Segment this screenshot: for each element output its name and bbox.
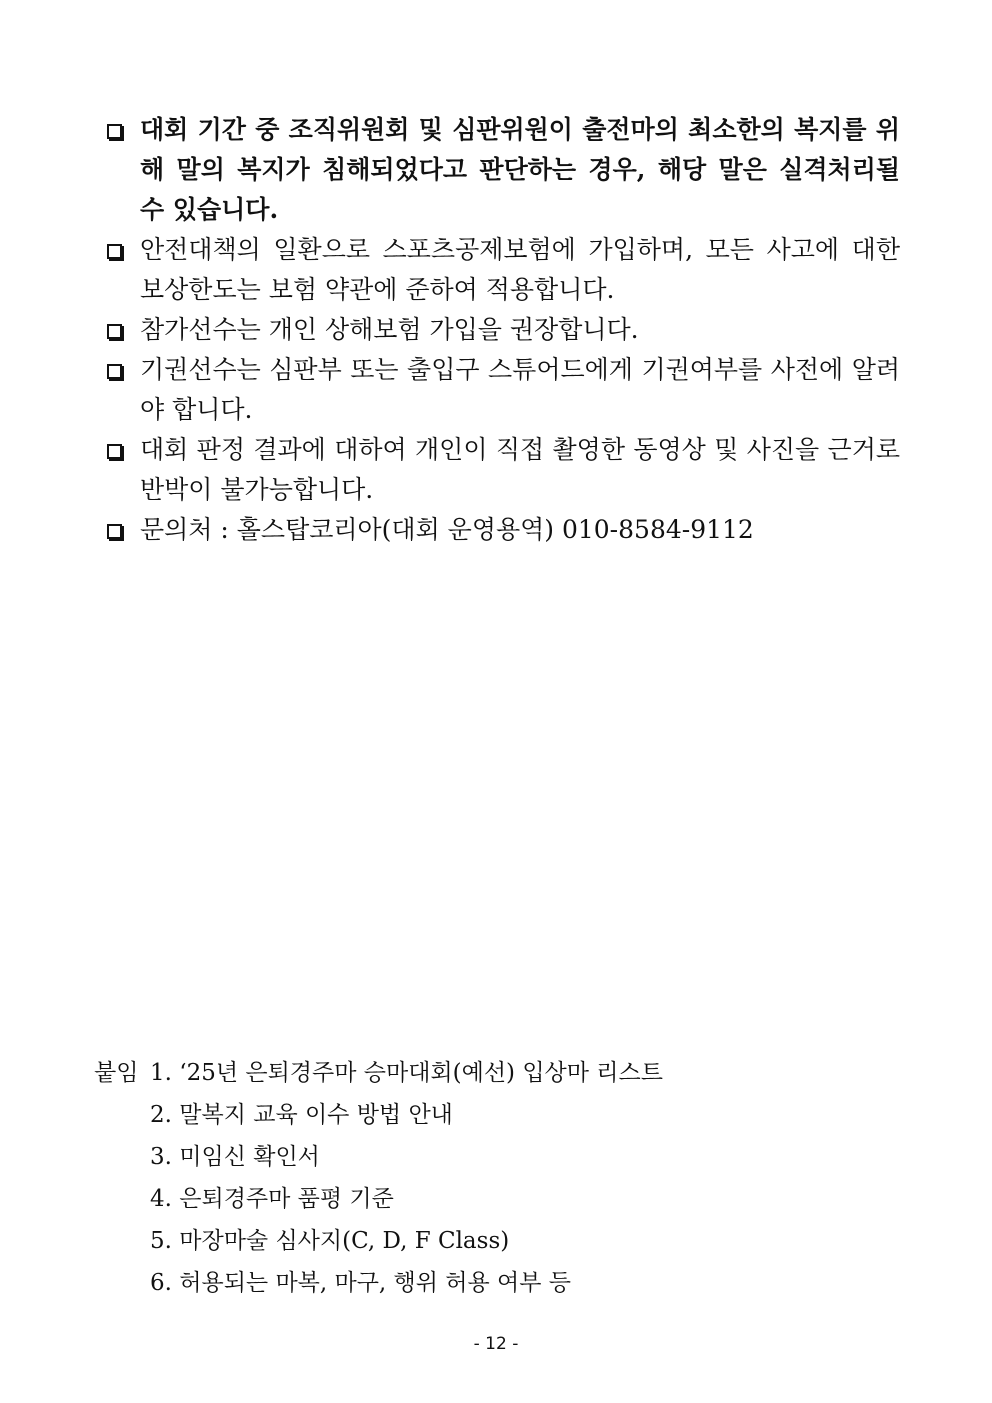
attachment-row xyxy=(94,1220,663,1262)
attachment-item: 5. 마장마술 심사지(C, D, F Class) xyxy=(150,1228,510,1254)
attachment-row xyxy=(94,1178,663,1220)
checkbox-bullet-icon xyxy=(107,364,122,379)
notice-list xyxy=(104,110,900,550)
page-number: - 12 - xyxy=(473,1334,519,1354)
notice-item xyxy=(104,350,900,430)
checkbox-bullet-icon xyxy=(107,244,122,259)
attachment-list xyxy=(94,1052,663,1304)
checkbox-bullet-icon xyxy=(107,124,122,139)
notice-item xyxy=(104,230,900,310)
attachment-row xyxy=(94,1052,663,1094)
checkbox-bullet-icon xyxy=(107,324,122,339)
attachment-item: 2. 말복지 교육 이수 방법 안내 xyxy=(150,1102,453,1128)
attachment-row xyxy=(94,1262,663,1304)
notice-item xyxy=(104,110,900,230)
attachment-row xyxy=(94,1136,663,1178)
checkbox-bullet-icon xyxy=(107,524,122,539)
notice-text: 문의처 : 홀스탑코리아(대회 운영용역) 010-8584-9112 xyxy=(140,515,754,544)
notice-text: 참가선수는 개인 상해보험 가입을 권장합니다. xyxy=(140,315,639,344)
checkbox-bullet-icon xyxy=(107,444,122,459)
notice-text: 대회 판정 결과에 대하여 개인이 직접 촬영한 동영상 및 사진을 근거로 반박이 불가능합니다. xyxy=(140,435,900,504)
attachment-row xyxy=(94,1094,663,1136)
notice-text: 안전대책의 일환으로 스포츠공제보험에 가입하며, 모든 사고에 대한 보상한도는 보험 약관에 준하여 적용합니다. xyxy=(140,235,900,304)
notice-item xyxy=(104,510,900,550)
notice-text: 대회 기간 중 조직위원회 및 심판위원이 출전마의 최소한의 복지를 위해 말의 복지가 침해되었다고 판단하는 경우, 해당 말은 실격처리될 수 있습니다. xyxy=(140,115,900,224)
notice-item xyxy=(104,310,900,350)
attachment-item: 3. 미임신 확인서 xyxy=(150,1144,320,1170)
attachment-item: 1. ‘25년 은퇴경주마 승마대회(예선) 입상마 리스트 xyxy=(150,1060,663,1086)
attachment-item: 6. 허용되는 마복, 마구, 행위 허용 여부 등 xyxy=(150,1270,572,1296)
notice-item xyxy=(104,430,900,510)
notice-text: 기권선수는 심판부 또는 출입구 스튜어드에게 기권여부를 사전에 알려야 합니다. xyxy=(140,355,900,424)
attachment-item: 4. 은퇴경주마 품평 기준 xyxy=(150,1186,394,1212)
attachment-label: 붙임 xyxy=(94,1060,139,1086)
